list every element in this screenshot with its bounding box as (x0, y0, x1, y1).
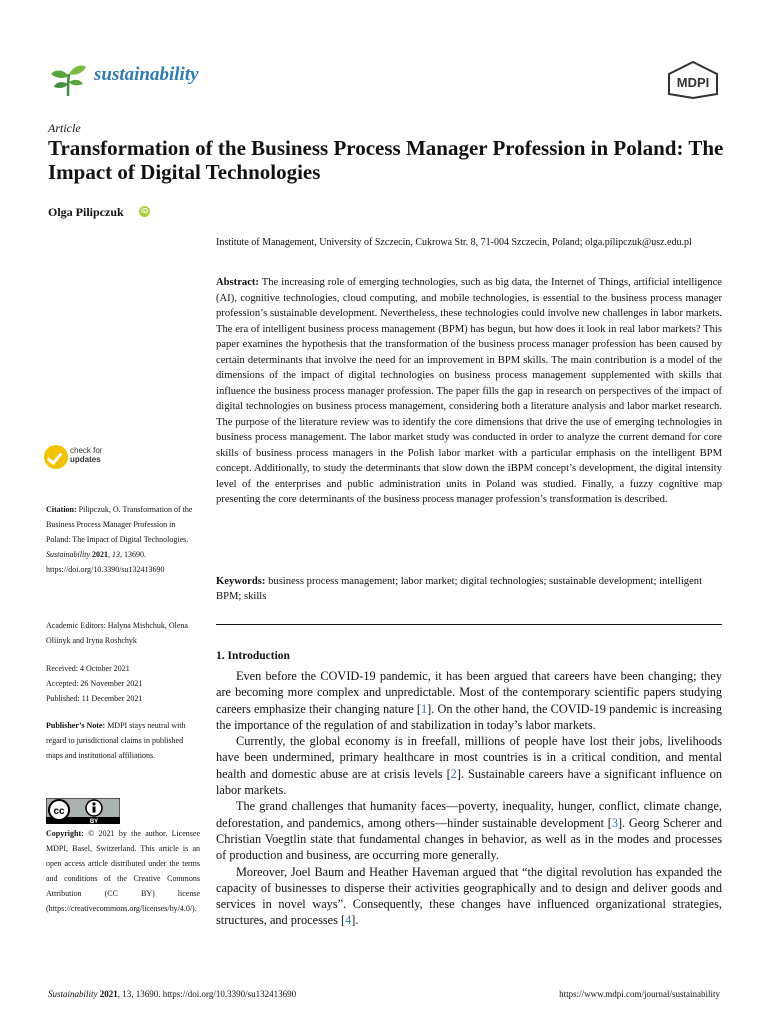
intro-paragraph: The grand challenges that humanity faces—poverty, inequality, hunger, conflict, climate change, deforestation, and pandemics, among others—hinder sustainable development [3]. Georg Scherer and Christian Voegtlin state that fundamental changes in behavior, as well as in the modes and processes of production and business, are occurring more generally. (216, 799, 722, 863)
intro-paragraph: Even before the COVID-19 pandemic, it has been argued that careers have been changing; they are becoming more complex and unpredictable. Most of the contemporary scientific papers studying careers emphasize their changing nature [1]. On the other hand, the COVID-19 pandemic is increasing the importance of the regulation of and stabilization in today’s labor markets. (216, 669, 722, 732)
citation-block: Citation: Pilipczuk, O. Transformation of the Business Process Manager Profession in Poland: The Impact of Digital Technologies. Sustainability 2021, 13, 13690. https://doi.org/10.3390/su132413690 (46, 505, 193, 574)
intro-paragraph: Moreover, Joel Baum and Heather Haveman argued that “the digital revolution has expanded the capacity of businesses to disperse their activities geographically and to design and deliver goods and services in novel ways”. Consequently, these changes have influenced organizational strategies, structures, and processes [4]. (216, 864, 722, 928)
received-date: Received: 4 October 2021 (46, 664, 130, 673)
check-for-updates-badge[interactable]: check for updates (44, 445, 134, 495)
copyright-block: Copyright: © 2021 by the author. Licensee MDPI, Basel, Switzerland. This article is an open access article distributed under the terms and conditions of the Creative Commons Attribution (CC BY) license (https://creativecommons.org/licenses/by/4.0/). (46, 829, 200, 913)
section-divider (216, 624, 722, 625)
accepted-date: Accepted: 26 November 2021 (46, 679, 143, 688)
footer-citation: Sustainability 2021, 13, 13690. https://doi.org/10.3390/su132413690 (48, 989, 297, 999)
journal-logo-icon (48, 60, 88, 100)
citation-link-2[interactable]: 2 (450, 766, 457, 781)
keywords (216, 574, 722, 604)
journal-name: sustainability (94, 64, 199, 85)
mdpi-logo-text: MDPI (676, 75, 710, 90)
published-date: Published: 11 December 2021 (46, 694, 143, 703)
publisher-note: Publisher’s Note: MDPI stays neutral with regard to jurisdictional claims in published maps and institutional affiliations. (46, 721, 186, 760)
abstract-label: Abstract: (216, 277, 259, 288)
academic-editors: Academic Editors: Halyna Mishchuk, Olena Oliinyk and Iryna Roshchyk (46, 621, 188, 645)
publication-dates (46, 661, 200, 706)
paper-title: Transformation of the Business Process Manager Profession in Poland: The Impact of Digital Technologies (48, 136, 724, 184)
section-heading-introduction: 1. Introduction (216, 650, 290, 662)
keywords-text: business process management; labor market; digital technologies; sustainable development; intelligent BPM; skills (216, 576, 703, 602)
citation-link-1[interactable]: 1 (420, 701, 428, 716)
introduction-body (216, 668, 722, 929)
keywords-label: Keywords: (216, 576, 266, 587)
author-name: Olga Pilipczuk (48, 205, 124, 219)
abstract-text: The increasing role of emerging technologies, such as big data, the Internet of Things, artificial intelligence (AI), cognitive technologies, cloud computing, and mobile technologies, is essential to the business process manager profession’s sustainable development. Nevertheless, these technologies could involve new challenges in labor markets. The era of intelligent business process management (BPM) has begun, but how does it look in real labor markets? This paper examines the hypothesis that the transformation of the business process manager profession has been caused by certain determinants that involve the need for an improvement in BPM skills. The main contribution is a model of the dimensions of the impact of digital technologies on business process management supplemented with skills that influence the business process manager profession. The paper fills the gap in research on perspectives of the impact of digital technologies on business process management, considering both a literature analysis and labor market research. The purpose of the literature review was to identify the core dimensions that drive the use of emerging technologies in business process management. The labor market study was conducted in order to analyze the current demand for core skills of business process managers in the Polish labor market with a particular emphasis on the intelligent BPM concept. Additionally, to study the determinants that slow down the iBPM concept’s development, the digital intensity level of the enterprises and public administration units in Poland was studied. Finally, a fuzzy cognitive map presenting the core determinants of the business process manager profession’s transformation is described. (216, 277, 722, 505)
affiliation: Institute of Management, University of Szczecin, Cukrowa Str. 8, 71-004 Szczecin, Poland; olga.pilipczuk@usz.edu.pl (216, 237, 692, 248)
citation-link-3[interactable]: 3 (611, 815, 618, 830)
check-icon (44, 445, 68, 469)
mdpi-logo-icon (665, 60, 721, 100)
cc-by-label: BY (89, 819, 99, 824)
svg-text:cc: cc (53, 806, 65, 817)
cc-by-license-icon[interactable] (46, 798, 120, 824)
abstract (216, 275, 722, 508)
intro-paragraph: Currently, the global economy is in freefall, millions of people have lost their jobs, livelihoods have been undermined, primary healthcare in most countries is in a critical condition, and mental health and domestic abuse are at crisis levels [2]. Sustainable careers have a significant influence on labor markets. (216, 734, 722, 798)
article-type: Article (48, 121, 81, 135)
footer-journal-url[interactable]: https://www.mdpi.com/journal/sustainability (559, 989, 720, 999)
orcid-icon[interactable]: iD (141, 208, 148, 215)
citation-link-4[interactable]: 4 (345, 913, 352, 928)
